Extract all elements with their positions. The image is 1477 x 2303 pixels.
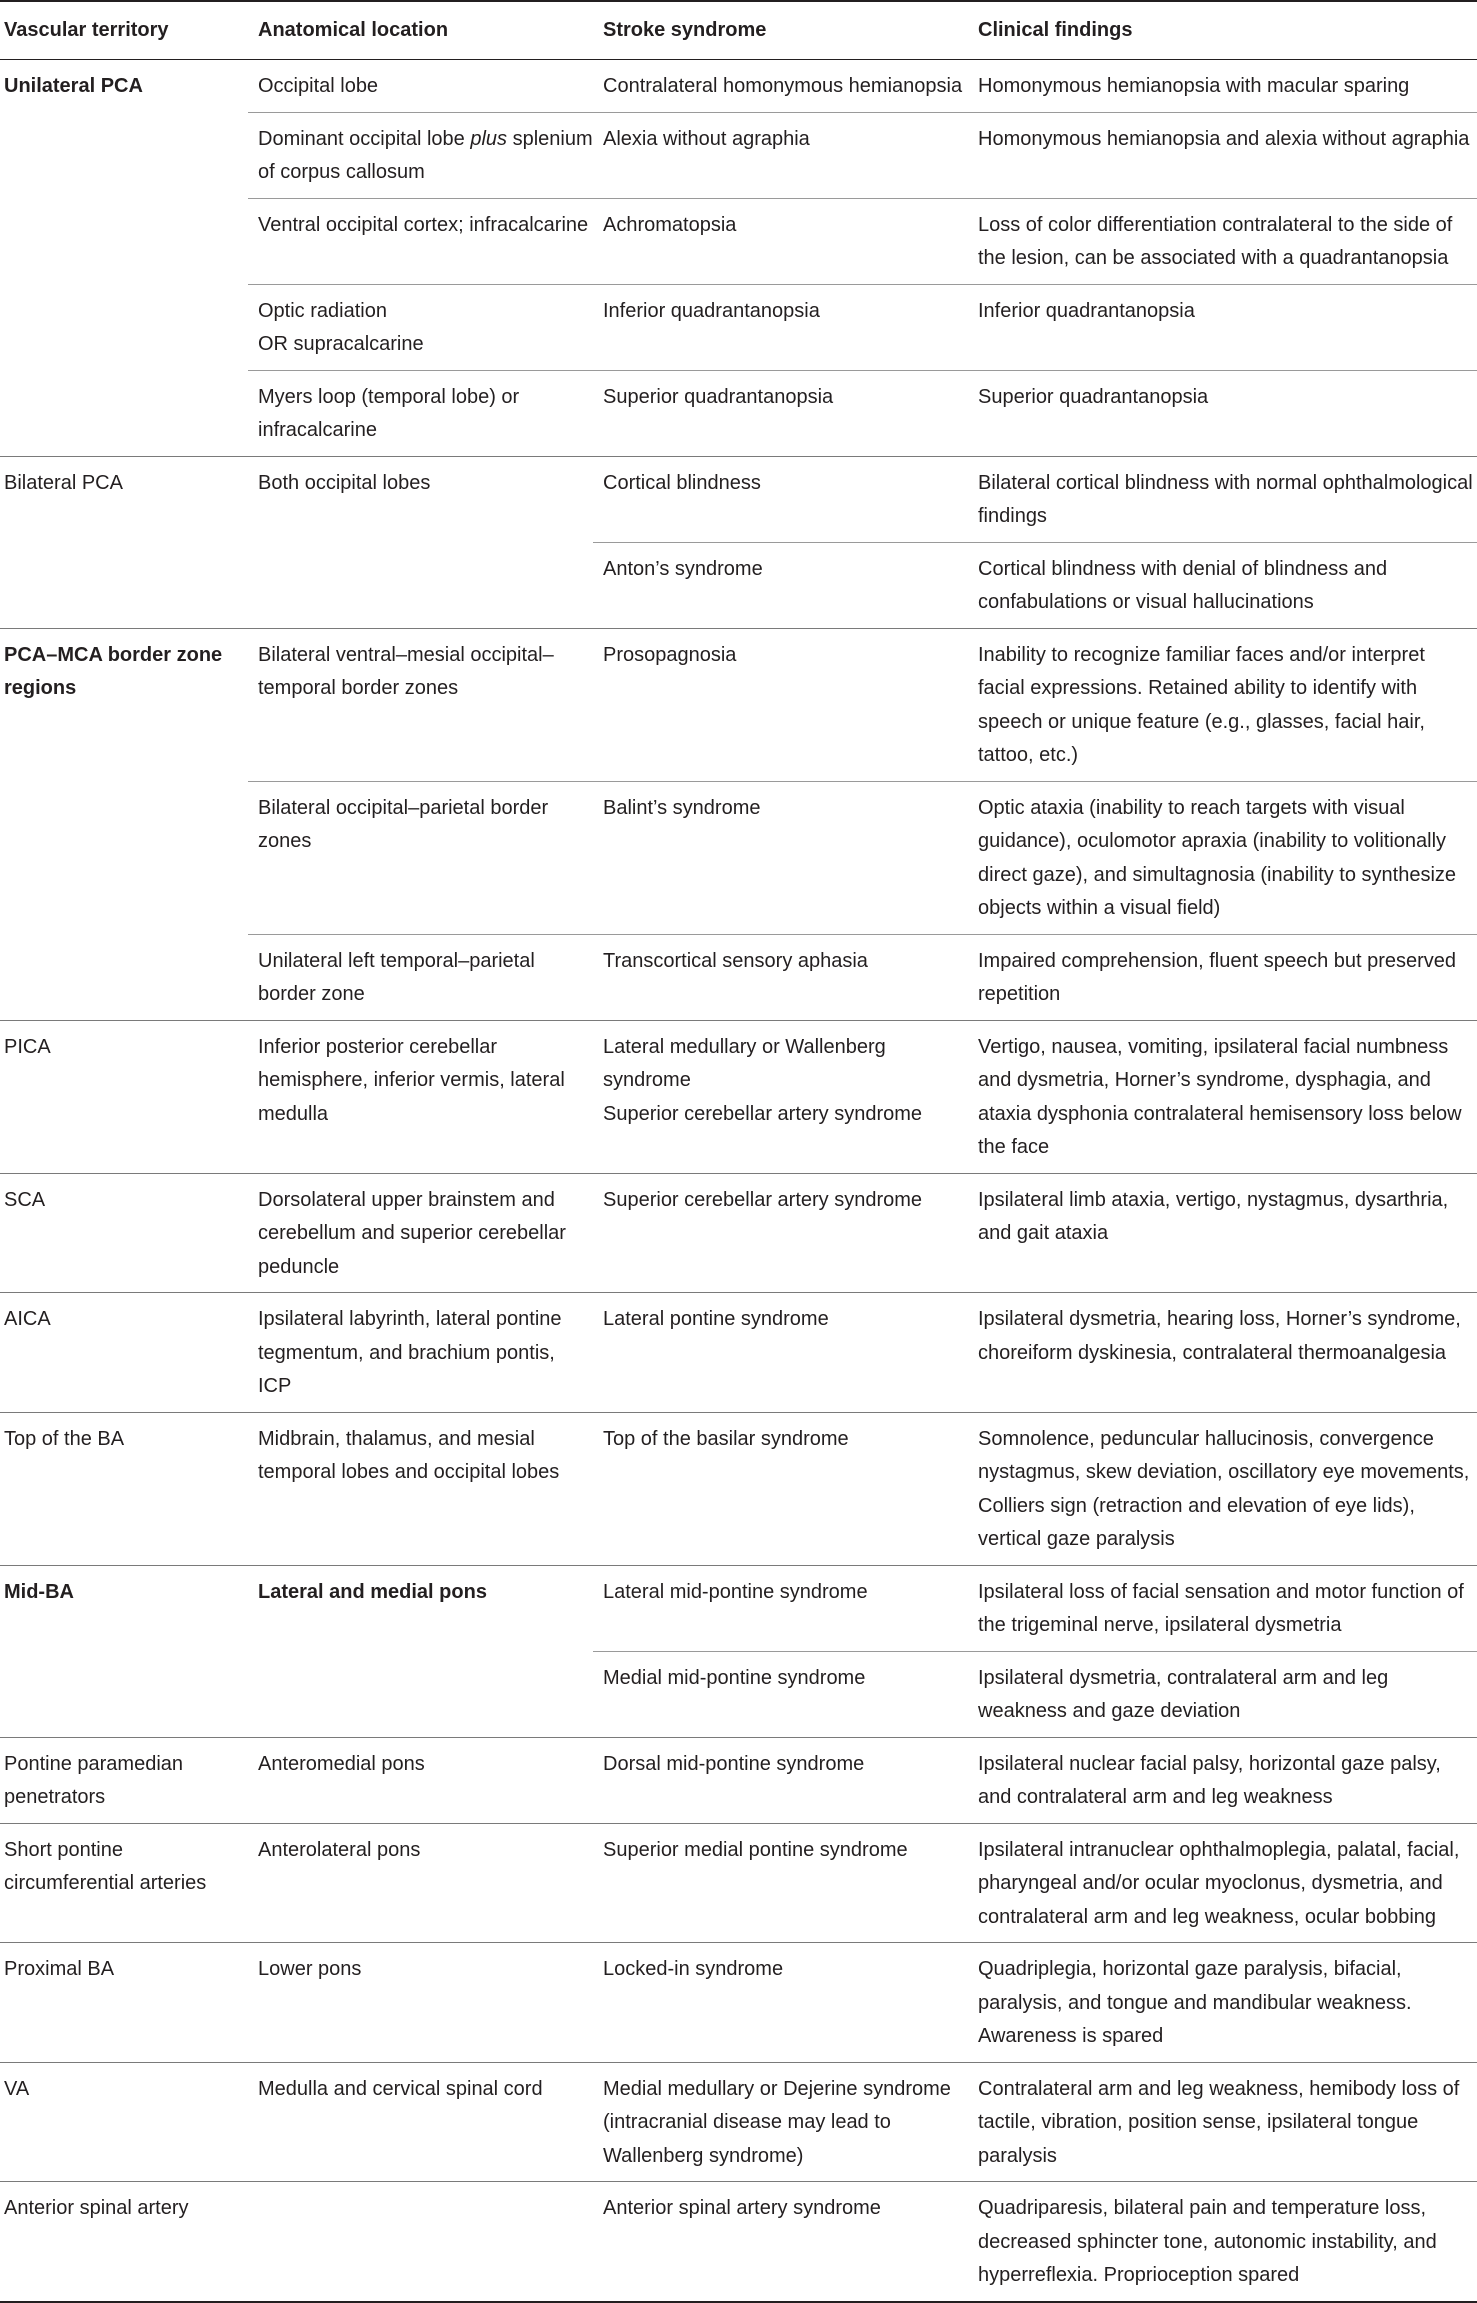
syndrome-cell: Locked-in syndrome — [593, 1943, 968, 2063]
findings-cell: Ipsilateral dysmetria, hearing loss, Horner’s syndrome, choreiform dyskinesia, contralateral thermoanalgesia — [968, 1293, 1477, 1413]
territory-cell: Bilateral PCA — [0, 456, 248, 628]
findings-cell: Vertigo, nausea, vomiting, ipsilateral facial numbness and dysmetria, Horner’s syndrome, dysphagia, and ataxia dysphonia contralateral hemisensory loss below the face — [968, 1020, 1477, 1173]
findings-cell: Quadriplegia, horizontal gaze paralysis, bifacial, paralysis, and tongue and mandibular weakness. Awareness is spared — [968, 1943, 1477, 2063]
location-cell: Lateral and medial pons — [248, 1565, 593, 1737]
location-cell: Anteromedial pons — [248, 1737, 593, 1823]
location-cell: Ventral occipital cortex; infracalcarine — [248, 198, 593, 284]
findings-cell: Somnolence, peduncular hallucinosis, convergence nystagmus, skew deviation, oscillatory eye movements, Colliers sign (retraction and elevation of eye lids), vertical gaze paralysis — [968, 1412, 1477, 1565]
table-row — [0, 628, 1477, 781]
syndrome-cell: Inferior quadrantanopsia — [593, 284, 968, 370]
table-row — [0, 1173, 1477, 1293]
header-anatomical-location: Anatomical location — [248, 1, 593, 60]
territory-cell: Proximal BA — [0, 1943, 248, 2063]
table-row — [0, 1293, 1477, 1413]
location-cell: Occipital lobe — [258, 75, 379, 97]
syndrome-line: Superior cerebellar artery syndrome — [603, 1102, 923, 1125]
location-text: Dominant occipital lobe — [258, 127, 471, 150]
syndrome-cell: Dorsal mid-pontine syndrome — [593, 1737, 968, 1823]
table-row — [0, 1412, 1477, 1565]
territory-cell: Short pontine circumferential arteries — [0, 1823, 248, 1943]
header-stroke-syndrome: Stroke syndrome — [593, 1, 968, 60]
location-cell — [248, 2182, 593, 2302]
findings-cell: Ipsilateral nuclear facial palsy, horizontal gaze palsy, and contralateral arm and leg weakness — [968, 1737, 1477, 1823]
location-cell: Inferior posterior cerebellar hemisphere, inferior vermis, lateral medulla — [248, 1020, 593, 1173]
location-cell: Myers loop (temporal lobe) or infracalcarine — [248, 370, 593, 456]
territory-cell: VA — [0, 2062, 248, 2182]
location-cell: Midbrain, thalamus, and mesial temporal lobes and occipital lobes — [248, 1412, 593, 1565]
syndrome-cell: Lateral mid-pontine syndrome — [593, 1565, 968, 1651]
location-cell — [248, 112, 593, 198]
location-cell: Dorsolateral upper brainstem and cerebellum and superior cerebellar peduncle — [248, 1173, 593, 1293]
findings-cell: Inability to recognize familiar faces and/or interpret facial expressions. Retained ability to identify with speech or unique feature (e.g., glasses, facial hair, tattoo, etc.) — [968, 628, 1477, 781]
header-clinical-findings: Clinical findings — [968, 1, 1477, 60]
location-text: splenium of corpus callosum — [258, 127, 593, 183]
territory-cell: PCA–MCA border zone regions — [0, 628, 248, 1020]
location-cell: Ipsilateral labyrinth, lateral pontine tegmentum, and brachium pontis, ICP — [248, 1293, 593, 1413]
syndrome-cell: Anton’s syndrome — [593, 542, 968, 628]
findings-cell: Impaired comprehension, fluent speech but preserved repetition — [968, 934, 1477, 1020]
header-vascular-territory: Vascular territory — [0, 1, 248, 60]
syndrome-cell: Cortical blindness — [593, 456, 968, 542]
location-cell: Lower pons — [248, 1943, 593, 2063]
table-row — [0, 1565, 1477, 1651]
findings-cell: Inferior quadrantanopsia — [968, 284, 1477, 370]
findings-cell: Bilateral cortical blindness with normal ophthalmological findings — [968, 456, 1477, 542]
location-cell: Medulla and cervical spinal cord — [248, 2062, 593, 2182]
territory-cell: PICA — [0, 1020, 248, 1173]
findings-cell: Ipsilateral intranuclear ophthalmoplegia, palatal, facial, pharyngeal and/or ocular myoclonus, dysmetria, and contralateral arm and leg weakness, ocular bobbing — [968, 1823, 1477, 1943]
syndrome-cell: Balint’s syndrome — [593, 781, 968, 934]
territory-cell: Unilateral PCA — [4, 75, 143, 97]
syndrome-cell: Transcortical sensory aphasia — [593, 934, 968, 1020]
syndrome-cell: Superior medial pontine syndrome — [593, 1823, 968, 1943]
location-cell: Bilateral ventral–mesial occipital–temporal border zones — [248, 628, 593, 781]
location-cell: Anterolateral pons — [248, 1823, 593, 1943]
syndrome-cell: Contralateral homonymous hemianopsia — [603, 75, 963, 97]
findings-cell: Quadriparesis, bilateral pain and temperature loss, decreased sphincter tone, autonomic instability, and hyperreflexia. Proprioception spared — [968, 2182, 1477, 2302]
territory-cell: SCA — [0, 1173, 248, 1293]
findings-cell: Ipsilateral limb ataxia, vertigo, nystagmus, dysarthria, and gait ataxia — [968, 1173, 1477, 1293]
syndrome-cell: Prosopagnosia — [593, 628, 968, 781]
header-row — [0, 1, 1477, 60]
syndrome-cell: Superior quadrantanopsia — [593, 370, 968, 456]
table-row — [0, 2062, 1477, 2182]
table-row — [0, 1737, 1477, 1823]
findings-cell: Contralateral arm and leg weakness, hemibody loss of tactile, vibration, position sense, ipsilateral tongue paralysis — [968, 2062, 1477, 2182]
findings-cell: Homonymous hemianopsia and alexia without agraphia — [968, 112, 1477, 198]
location-cell: Bilateral occipital–parietal border zones — [248, 781, 593, 934]
territory-cell: Mid-BA — [0, 1565, 248, 1737]
location-cell — [248, 284, 593, 370]
syndrome-cell: Alexia without agraphia — [593, 112, 968, 198]
syndrome-cell: Lateral pontine syndrome — [593, 1293, 968, 1413]
table-row — [0, 2182, 1477, 2302]
table-row — [0, 456, 1477, 542]
findings-cell: Superior quadrantanopsia — [968, 370, 1477, 456]
table-row — [0, 1823, 1477, 1943]
table-row — [0, 1020, 1477, 1173]
location-line: Optic radiation — [258, 299, 387, 322]
syndrome-cell — [593, 1020, 968, 1173]
findings-cell: Homonymous hemianopsia with macular sparing — [978, 75, 1410, 97]
syndrome-line: Lateral medullary or Wallenberg syndrome — [603, 1035, 886, 1091]
location-emphasis: plus — [470, 127, 508, 150]
findings-cell: Loss of color differentiation contralateral to the side of the lesion, can be associated with a quadrantanopsia — [968, 198, 1477, 284]
findings-cell: Ipsilateral dysmetria, contralateral arm and leg weakness and gaze deviation — [968, 1651, 1477, 1737]
territory-cell: Anterior spinal artery — [0, 2182, 248, 2302]
location-cell: Unilateral left temporal–parietal border zone — [248, 934, 593, 1020]
territory-cell: AICA — [0, 1293, 248, 1413]
findings-cell: Optic ataxia (inability to reach targets with visual guidance), oculomotor apraxia (inability to volitionally direct gaze), and simultagnosia (inability to synthesize objects within a visual field) — [968, 781, 1477, 934]
syndrome-cell: Anterior spinal artery syndrome — [593, 2182, 968, 2302]
location-cell: Both occipital lobes — [248, 456, 593, 628]
syndrome-cell: Top of the basilar syndrome — [593, 1412, 968, 1565]
territory-cell: Pontine paramedian penetrators — [0, 1737, 248, 1823]
territory-cell: Top of the BA — [0, 1412, 248, 1565]
findings-cell: Ipsilateral loss of facial sensation and motor function of the trigeminal nerve, ipsilateral dysmetria — [968, 1565, 1477, 1651]
syndrome-cell: Medial mid-pontine syndrome — [593, 1651, 968, 1737]
table-row — [0, 60, 1477, 113]
location-line: OR supracalcarine — [258, 333, 424, 355]
syndrome-cell: Achromatopsia — [593, 198, 968, 284]
syndrome-cell: Medial medullary or Dejerine syndrome (intracranial disease may lead to Wallenberg syndrome) — [593, 2062, 968, 2182]
syndrome-cell: Superior cerebellar artery syndrome — [593, 1173, 968, 1293]
table-row — [0, 1943, 1477, 2063]
findings-cell: Cortical blindness with denial of blindness and confabulations or visual hallucinations — [968, 542, 1477, 628]
